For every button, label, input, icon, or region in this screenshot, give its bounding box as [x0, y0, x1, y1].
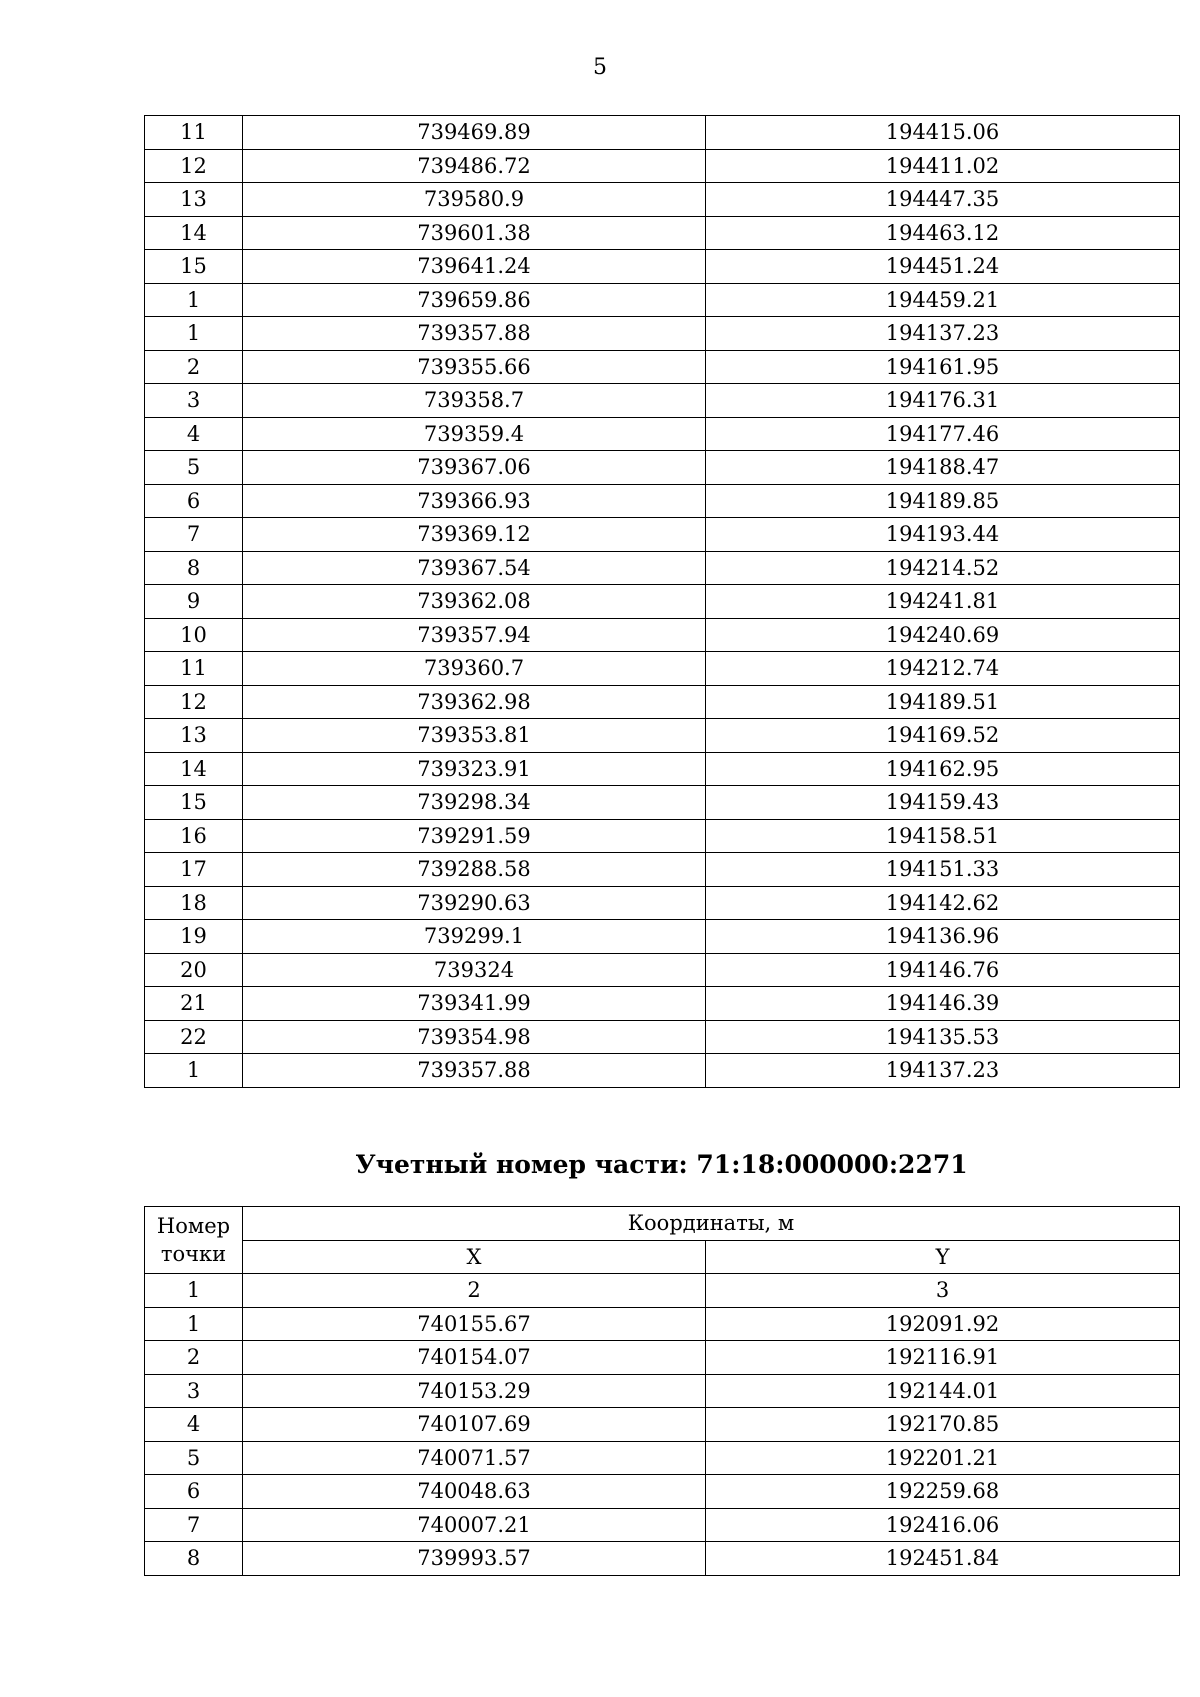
x-coordinate-cell: 740154.07 — [243, 1341, 706, 1375]
y-coordinate-cell: 194212.74 — [706, 652, 1180, 686]
y-coordinate-cell: 194151.33 — [706, 853, 1180, 887]
point-number-header: Номер точки — [145, 1207, 243, 1274]
y-coordinate-cell: 192416.06 — [706, 1508, 1180, 1542]
y-coordinate-cell: 194451.24 — [706, 250, 1180, 284]
point-number-cell: 19 — [145, 920, 243, 954]
x-coordinate-cell: 740153.29 — [243, 1374, 706, 1408]
y-coordinate-cell: 194463.12 — [706, 216, 1180, 250]
point-number-cell: 8 — [145, 1542, 243, 1576]
point-number-cell: 4 — [145, 417, 243, 451]
table-row — [145, 618, 1180, 652]
column-number-3: 3 — [706, 1274, 1180, 1308]
x-coordinate-cell: 739354.98 — [243, 1020, 706, 1054]
table-row — [145, 1374, 1180, 1408]
y-coordinate-cell: 194189.51 — [706, 685, 1180, 719]
point-number-cell: 6 — [145, 484, 243, 518]
x-coordinate-cell: 739362.98 — [243, 685, 706, 719]
point-number-cell: 9 — [145, 585, 243, 619]
point-number-cell: 4 — [145, 1408, 243, 1442]
table-row — [145, 987, 1180, 1021]
table-row — [145, 685, 1180, 719]
column-number-2: 2 — [243, 1274, 706, 1308]
column-number-1: 1 — [145, 1274, 243, 1308]
point-number-cell: 15 — [145, 786, 243, 820]
table-row — [145, 283, 1180, 317]
y-coordinate-cell: 194137.23 — [706, 317, 1180, 351]
x-coordinate-cell: 739357.94 — [243, 618, 706, 652]
table-row — [145, 1020, 1180, 1054]
point-number-cell: 8 — [145, 551, 243, 585]
y-coordinate-cell: 194158.51 — [706, 819, 1180, 853]
point-number-cell: 12 — [145, 685, 243, 719]
point-number-cell: 3 — [145, 384, 243, 418]
y-coordinate-cell: 194159.43 — [706, 786, 1180, 820]
point-number-cell: 20 — [145, 953, 243, 987]
point-number-cell: 22 — [145, 1020, 243, 1054]
table-row — [145, 149, 1180, 183]
y-coordinate-cell: 194146.39 — [706, 987, 1180, 1021]
table-row — [145, 1475, 1180, 1509]
column-number-row — [145, 1274, 1180, 1308]
table-row — [145, 853, 1180, 887]
point-number-cell: 7 — [145, 518, 243, 552]
header-row — [145, 1207, 1180, 1241]
table-row — [145, 183, 1180, 217]
x-coordinate-cell: 740107.69 — [243, 1408, 706, 1442]
x-coordinate-cell: 739369.12 — [243, 518, 706, 552]
x-coordinate-cell: 739367.06 — [243, 451, 706, 485]
y-coordinate-cell: 194137.23 — [706, 1054, 1180, 1088]
x-coordinate-cell: 739601.38 — [243, 216, 706, 250]
y-coordinate-cell: 192201.21 — [706, 1441, 1180, 1475]
x-coordinate-cell: 739323.91 — [243, 752, 706, 786]
point-number-cell: 13 — [145, 719, 243, 753]
point-number-cell: 14 — [145, 216, 243, 250]
y-coordinate-cell: 194142.62 — [706, 886, 1180, 920]
table-row — [145, 451, 1180, 485]
point-number-cell: 16 — [145, 819, 243, 853]
y-coordinate-cell: 194240.69 — [706, 618, 1180, 652]
y-coordinate-cell: 192259.68 — [706, 1475, 1180, 1509]
y-coordinate-cell: 194162.95 — [706, 752, 1180, 786]
table-row — [145, 920, 1180, 954]
header-row-axes — [145, 1240, 1180, 1274]
y-coordinate-cell: 192091.92 — [706, 1307, 1180, 1341]
table-row — [145, 484, 1180, 518]
x-coordinate-cell: 739486.72 — [243, 149, 706, 183]
y-coordinate-cell: 194161.95 — [706, 350, 1180, 384]
point-number-cell: 2 — [145, 1341, 243, 1375]
point-number-cell: 1 — [145, 1307, 243, 1341]
table-row — [145, 317, 1180, 351]
y-coordinate-cell: 194188.47 — [706, 451, 1180, 485]
point-number-cell: 11 — [145, 652, 243, 686]
y-coordinate-cell: 194169.52 — [706, 719, 1180, 753]
table-row — [145, 719, 1180, 753]
x-coordinate-cell: 739358.7 — [243, 384, 706, 418]
point-number-cell: 14 — [145, 752, 243, 786]
x-coordinate-cell: 739993.57 — [243, 1542, 706, 1576]
point-number-cell: 15 — [145, 250, 243, 284]
x-coordinate-cell: 739341.99 — [243, 987, 706, 1021]
table-row — [145, 518, 1180, 552]
x-coordinate-cell: 739659.86 — [243, 283, 706, 317]
y-coordinate-cell: 194193.44 — [706, 518, 1180, 552]
table-row — [145, 752, 1180, 786]
table-row — [145, 786, 1180, 820]
point-number-cell: 7 — [145, 1508, 243, 1542]
coordinates-table-continued — [144, 115, 1180, 1088]
point-number-cell: 13 — [145, 183, 243, 217]
section-title: Учетный номер части: 71:18:000000:2271 — [355, 1150, 968, 1179]
point-number-cell: 3 — [145, 1374, 243, 1408]
x-coordinate-cell: 739291.59 — [243, 819, 706, 853]
y-coordinate-cell: 192170.85 — [706, 1408, 1180, 1442]
x-coordinate-cell: 739355.66 — [243, 350, 706, 384]
y-coordinate-cell: 194136.96 — [706, 920, 1180, 954]
table-row — [145, 886, 1180, 920]
y-column-header: Y — [706, 1240, 1180, 1274]
x-coordinate-cell: 740071.57 — [243, 1441, 706, 1475]
table-row — [145, 1542, 1180, 1576]
x-coordinate-cell: 739469.89 — [243, 116, 706, 150]
x-coordinate-cell: 739362.08 — [243, 585, 706, 619]
y-coordinate-cell: 192144.01 — [706, 1374, 1180, 1408]
x-coordinate-cell: 739299.1 — [243, 920, 706, 954]
table-row — [145, 417, 1180, 451]
x-coordinate-cell: 740007.21 — [243, 1508, 706, 1542]
table-row — [145, 384, 1180, 418]
table-row — [145, 819, 1180, 853]
point-number-cell: 5 — [145, 451, 243, 485]
y-coordinate-cell: 194176.31 — [706, 384, 1180, 418]
x-coordinate-cell: 739290.63 — [243, 886, 706, 920]
point-number-cell: 6 — [145, 1475, 243, 1509]
y-coordinate-cell: 194177.46 — [706, 417, 1180, 451]
table-row — [145, 652, 1180, 686]
x-coordinate-cell: 739367.54 — [243, 551, 706, 585]
coordinates-header: Координаты, м — [243, 1207, 1180, 1241]
x-coordinate-cell: 739359.4 — [243, 417, 706, 451]
coordinates-table-body — [145, 116, 1180, 1088]
point-number-cell: 10 — [145, 618, 243, 652]
x-coordinate-cell: 739580.9 — [243, 183, 706, 217]
table-row — [145, 1408, 1180, 1442]
x-coordinate-cell: 739357.88 — [243, 317, 706, 351]
table-row — [145, 1307, 1180, 1341]
y-coordinate-cell: 194146.76 — [706, 953, 1180, 987]
point-number-cell: 21 — [145, 987, 243, 1021]
y-coordinate-cell: 194214.52 — [706, 551, 1180, 585]
table-row — [145, 1508, 1180, 1542]
y-coordinate-cell: 194411.02 — [706, 149, 1180, 183]
y-coordinate-cell: 194135.53 — [706, 1020, 1180, 1054]
coordinates-table-body — [145, 1307, 1180, 1575]
y-coordinate-cell: 194447.35 — [706, 183, 1180, 217]
point-number-cell: 17 — [145, 853, 243, 887]
y-coordinate-cell: 194415.06 — [706, 116, 1180, 150]
y-coordinate-cell: 194459.21 — [706, 283, 1180, 317]
coordinates-table-header — [145, 1207, 1180, 1308]
x-column-header: X — [243, 1240, 706, 1274]
table-row — [145, 216, 1180, 250]
coordinates-table-2271 — [144, 1206, 1180, 1576]
x-coordinate-cell: 740048.63 — [243, 1475, 706, 1509]
y-coordinate-cell: 192116.91 — [706, 1341, 1180, 1375]
x-coordinate-cell: 739288.58 — [243, 853, 706, 887]
table-row — [145, 953, 1180, 987]
table-row — [145, 1054, 1180, 1088]
point-number-cell: 1 — [145, 1054, 243, 1088]
table-row — [145, 250, 1180, 284]
y-coordinate-cell: 194189.85 — [706, 484, 1180, 518]
table-row — [145, 1441, 1180, 1475]
point-number-cell: 1 — [145, 283, 243, 317]
x-coordinate-cell: 739324 — [243, 953, 706, 987]
point-number-cell: 5 — [145, 1441, 243, 1475]
table-row — [145, 350, 1180, 384]
y-coordinate-cell: 194241.81 — [706, 585, 1180, 619]
x-coordinate-cell: 740155.67 — [243, 1307, 706, 1341]
x-coordinate-cell: 739366.93 — [243, 484, 706, 518]
point-number-cell: 11 — [145, 116, 243, 150]
x-coordinate-cell: 739360.7 — [243, 652, 706, 686]
x-coordinate-cell: 739357.88 — [243, 1054, 706, 1088]
point-number-cell: 18 — [145, 886, 243, 920]
point-number-cell: 2 — [145, 350, 243, 384]
point-number-cell: 12 — [145, 149, 243, 183]
x-coordinate-cell: 739298.34 — [243, 786, 706, 820]
x-coordinate-cell: 739641.24 — [243, 250, 706, 284]
page-number: 5 — [593, 55, 607, 80]
x-coordinate-cell: 739353.81 — [243, 719, 706, 753]
y-coordinate-cell: 192451.84 — [706, 1542, 1180, 1576]
table-row — [145, 116, 1180, 150]
point-number-cell: 1 — [145, 317, 243, 351]
table-row — [145, 1341, 1180, 1375]
table-row — [145, 585, 1180, 619]
table-row — [145, 551, 1180, 585]
